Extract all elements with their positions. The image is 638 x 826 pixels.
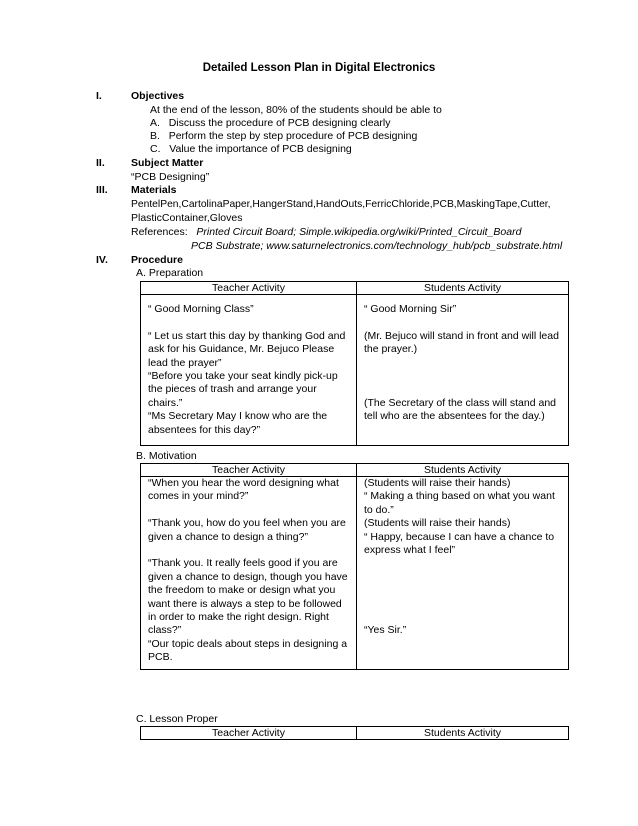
objective-item-c [150, 143, 352, 156]
preparation-table [140, 281, 569, 446]
objective-letter: B. [150, 130, 160, 142]
objectives-intro: At the end of the lesson, 80% of the students should be able to [150, 104, 442, 116]
table-header-row [141, 464, 569, 477]
teacher-activity-cell [141, 477, 357, 670]
teacher-activity-header: Teacher Activity [141, 727, 357, 740]
procedure-numeral: IV. [96, 254, 108, 266]
objective-item-b [150, 130, 417, 143]
materials-line-1: PentelPen,CartolinaPaper,HangerStand,HandOuts,FerricChloride,PCB,MaskingTape,Cutter, [131, 199, 551, 210]
table-header-row [141, 282, 569, 295]
student-line: (The Secretary of the class will stand and tell who are the absentees for the day.) [364, 396, 557, 423]
students-activity-header: Students Activity [357, 727, 569, 740]
materials-numeral: III. [96, 184, 108, 196]
student-line: “Yes Sir.” [364, 624, 407, 637]
references-line [131, 226, 521, 239]
materials-heading: Materials [131, 184, 177, 196]
student-line: (Students will raise their hands) [364, 517, 511, 530]
subject-text: “PCB Designing” [131, 171, 210, 183]
objective-item-a [150, 117, 390, 130]
students-activity-header: Students Activity [357, 464, 569, 477]
materials-line-2: PlasticContainer,Gloves [131, 212, 243, 224]
objective-text: Perform the step by step procedure of PCB designing [168, 130, 418, 142]
student-line: “ Making a thing based on what you want to do.” [364, 490, 555, 516]
teacher-line: “Our topic deals about steps in designing a PCB. [148, 637, 348, 664]
reference-1: Printed Circuit Board; Simple.wikipedia.org/wiki/Printed_Circuit_Board [196, 226, 522, 238]
student-line: (Students will raise their hands) [364, 477, 511, 489]
objective-text: Discuss the procedure of PCB designing clearly [168, 117, 391, 129]
table-row [141, 477, 569, 670]
objective-text: Value the importance of PCB designing [169, 143, 352, 155]
teacher-line: “Thank you, how do you feel when you are given a chance to design a thing?” [148, 517, 346, 543]
table-header-row [141, 727, 569, 740]
procedure-heading: Procedure [131, 254, 183, 266]
objective-letter: C. [150, 143, 161, 155]
motivation-table [140, 463, 569, 670]
students-activity-header: Students Activity [357, 282, 569, 295]
teacher-line: “ Let us start this day by thanking God and ask for his Guidance, Mr. Bejuco Please lead the prayer” [148, 329, 346, 369]
subject-heading: Subject Matter [131, 157, 204, 169]
students-activity-cell [357, 477, 569, 670]
student-line: (Mr. Bejuco will stand in front and will lead the prayer.) [364, 329, 559, 356]
preparation-label: A. Preparation [136, 267, 204, 279]
lesson-proper-table [140, 726, 569, 740]
teacher-line: “Ms Secretary May I know who are the absentees for this day?” [148, 410, 328, 436]
reference-2: PCB Substrate; www.saturnelectronics.com/technology_hub/pcb_substrate.html [191, 240, 563, 252]
teacher-line: “When you hear the word designing what comes in your mind?” [148, 477, 339, 503]
teacher-line: “ Good Morning Class” [148, 303, 254, 315]
document-title: Detailed Lesson Plan in Digital Electronics [202, 62, 436, 74]
student-line: “ Good Morning Sir” [364, 303, 457, 315]
lesson-proper-label: C. Lesson Proper [136, 713, 218, 725]
objectives-heading: Objectives [131, 90, 185, 102]
objective-letter: A. [150, 117, 160, 129]
teacher-activity-header: Teacher Activity [141, 282, 357, 295]
references-label: References: [131, 226, 188, 238]
teacher-line: “Before you take your seat kindly pick-up the pieces of trash and arrange your chairs.” [148, 370, 338, 409]
subject-numeral: II. [96, 157, 105, 169]
teacher-activity-cell [141, 295, 357, 446]
objectives-numeral: I. [96, 90, 102, 102]
table-row [141, 295, 569, 446]
student-line: “ Happy, because I can have a chance to express what I feel” [364, 530, 555, 557]
teacher-activity-header: Teacher Activity [141, 464, 357, 477]
motivation-label: B. Motivation [136, 450, 197, 462]
students-activity-cell [357, 295, 569, 446]
teacher-line: “Thank you. It really feels good if you are given a chance to design, though you have the freedom to make or design what you want there is always a step to be followed in order to make the right design. Right class?” [148, 557, 348, 637]
